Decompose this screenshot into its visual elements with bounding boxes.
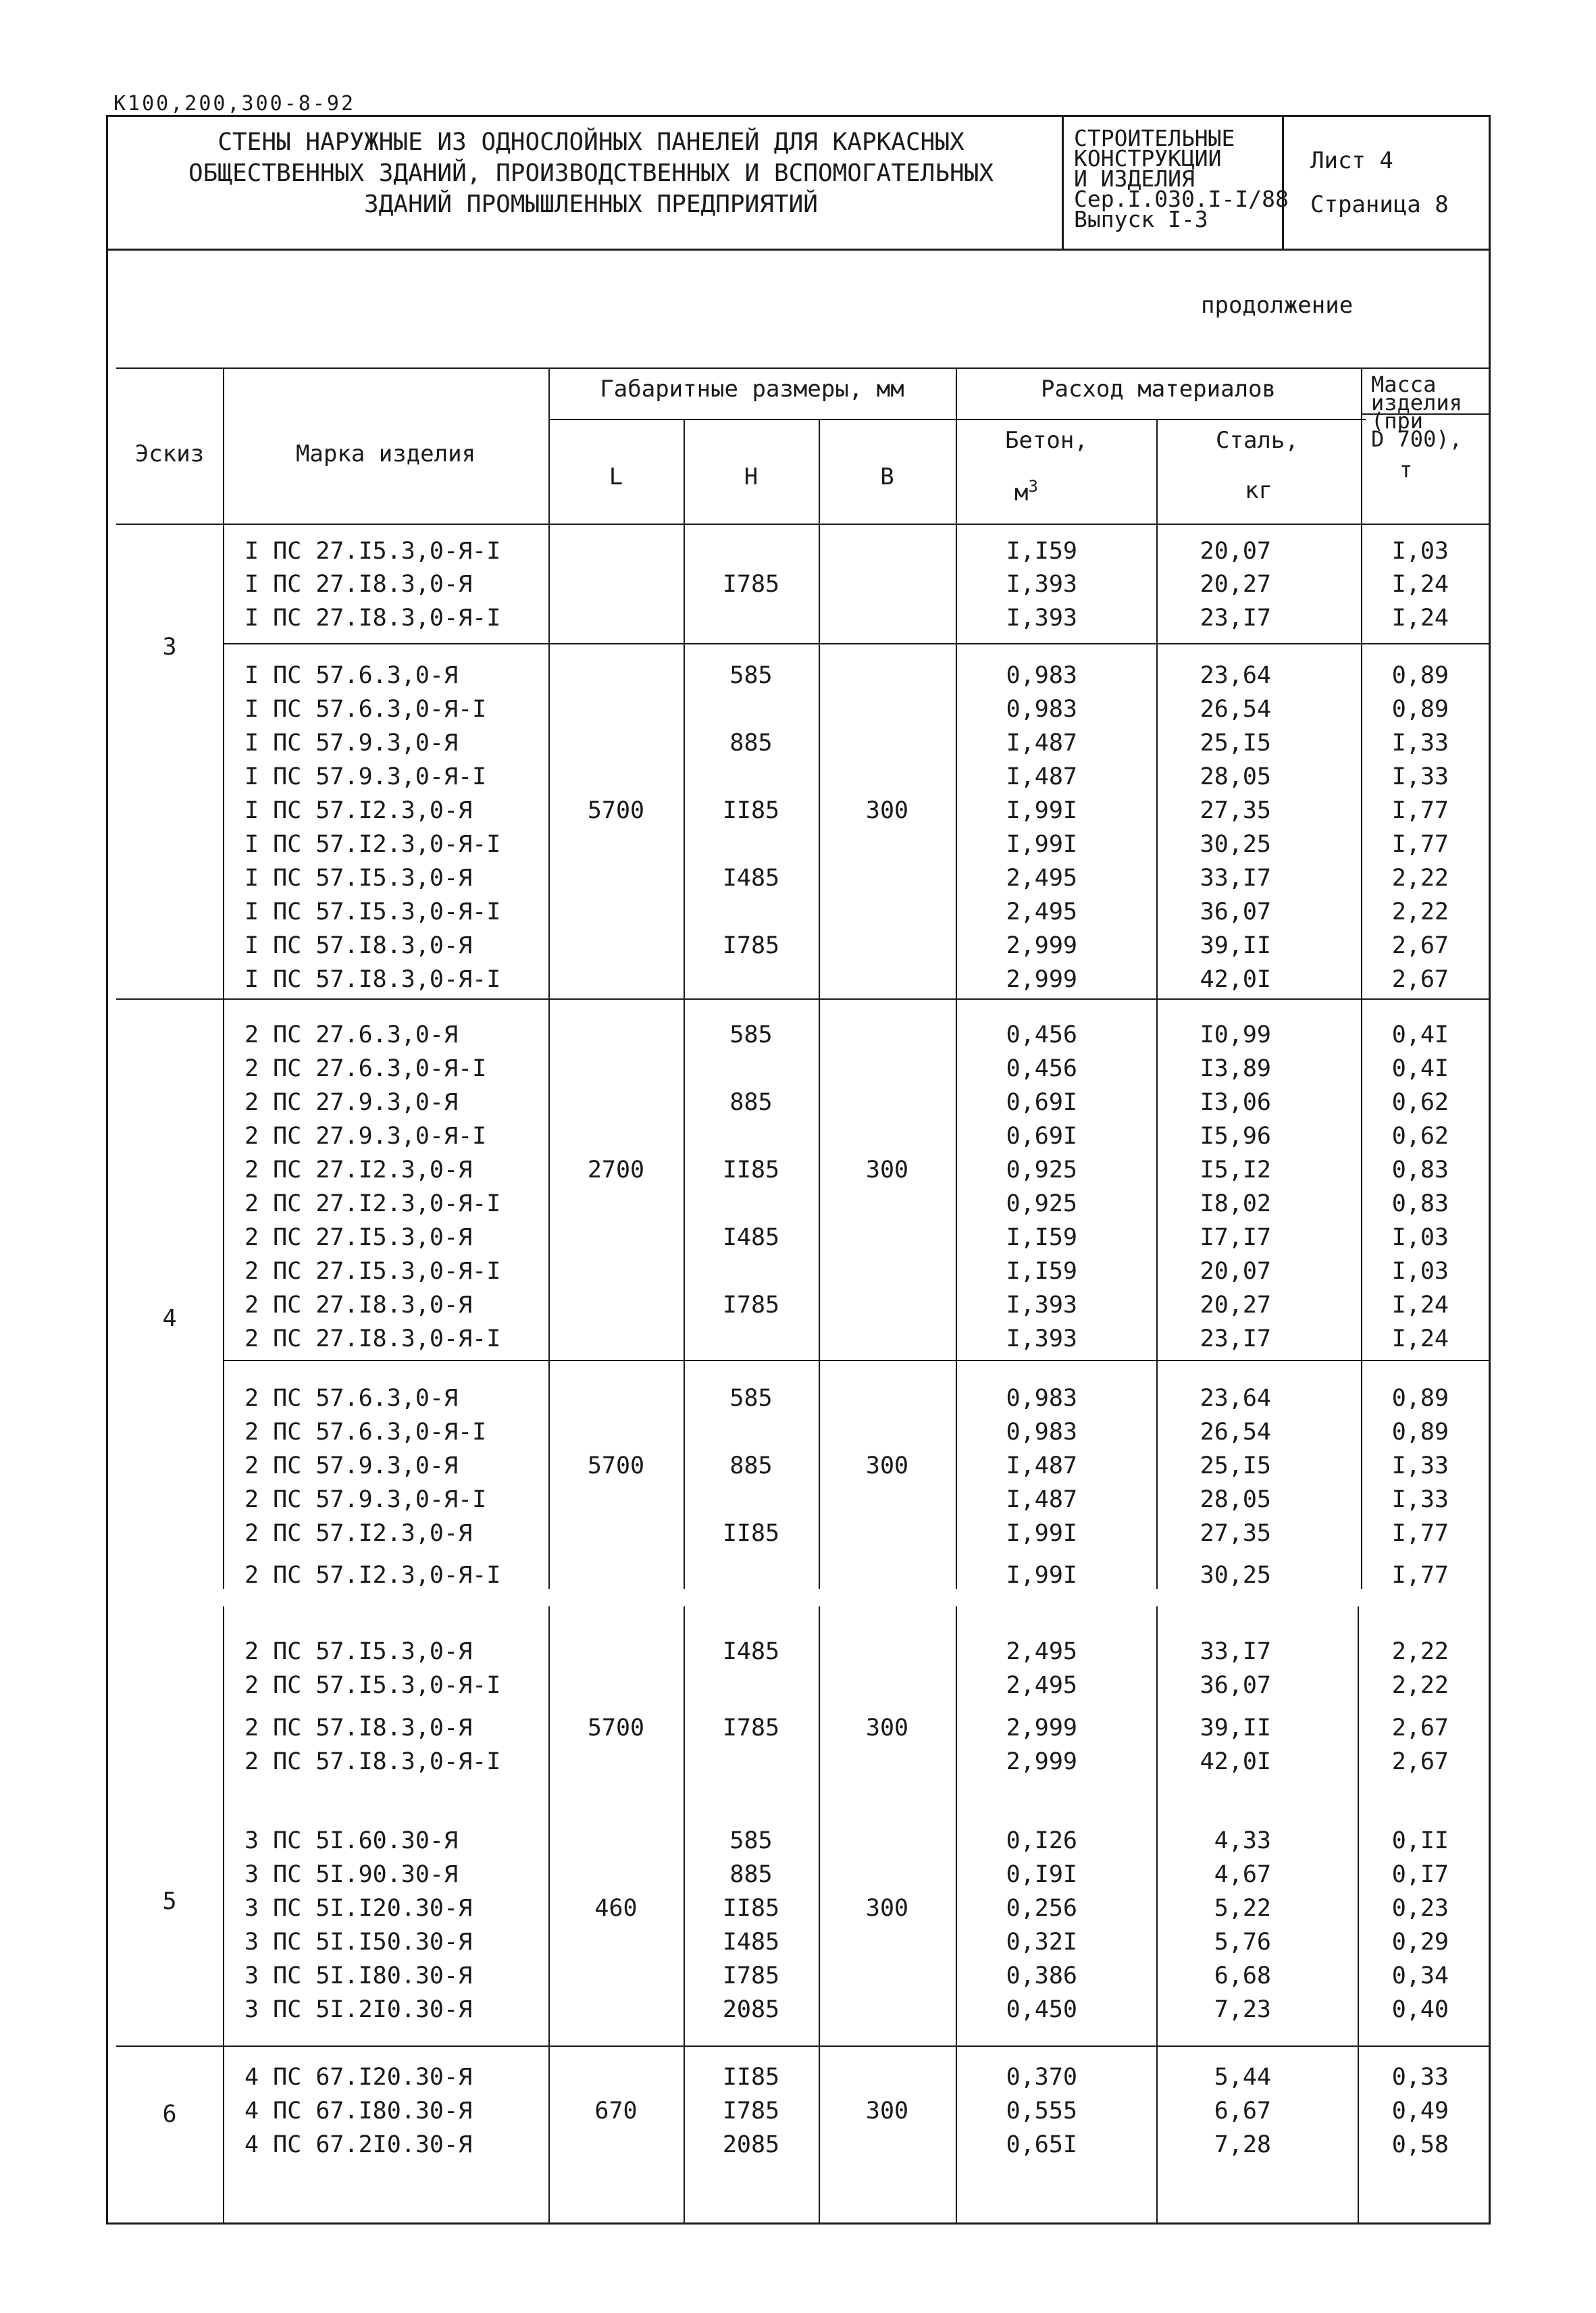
cell-mass: 2,22 xyxy=(1391,898,1449,925)
cell-mark: 4 ПС 67.I20.30-Я xyxy=(244,2064,473,2091)
cell-mark: 2 ПС 57.I5.3,0-Я-I xyxy=(244,1672,501,1699)
cell-mass: I,77 xyxy=(1391,1520,1449,1547)
title-block-bottom-line xyxy=(106,249,1491,251)
cell-concrete: 2,495 xyxy=(1006,865,1077,892)
cell-steel: 42,0I xyxy=(1200,966,1271,993)
cell-mark: 2 ПС 57.I2.3,0-Я-I xyxy=(244,1562,501,1589)
cell-concrete: 0,456 xyxy=(1006,1021,1077,1048)
sketch-number: 3 xyxy=(162,634,177,661)
cell-mass: I,03 xyxy=(1391,538,1449,565)
cell-mark: 2 ПС 27.6.3,0-Я-I xyxy=(244,1055,487,1082)
column-rule xyxy=(223,367,224,1589)
cell-mass: I,03 xyxy=(1391,1258,1449,1285)
cell-concrete: I,393 xyxy=(1006,1325,1077,1352)
column-rule xyxy=(819,419,820,1589)
cell-mass: 2,67 xyxy=(1391,966,1449,993)
stamp-line: Сер.I.030.I-I/88 xyxy=(1074,186,1289,212)
series-stamp xyxy=(1074,125,1289,232)
cell-mass: I,33 xyxy=(1391,763,1449,790)
cell-L: 2700 xyxy=(587,1156,645,1184)
cell-concrete: I,I59 xyxy=(1006,538,1077,565)
cell-H: I485 xyxy=(722,865,780,892)
cell-concrete: 0,69I xyxy=(1006,1089,1077,1116)
cell-mark: I ПС 57.I5.3,0-Я xyxy=(244,865,473,892)
cell-steel: 4,33 xyxy=(1214,1827,1271,1854)
cell-mark: 2 ПС 27.I5.3,0-Я xyxy=(244,1224,473,1251)
cell-mark: 2 ПС 27.9.3,0-Я-I xyxy=(244,1123,487,1150)
cell-steel: 25,I5 xyxy=(1200,730,1271,757)
cell-mass: 2,67 xyxy=(1391,932,1449,959)
cell-mass: I,77 xyxy=(1391,831,1449,858)
cell-mark: 2 ПС 57.I5.3,0-Я xyxy=(244,1638,473,1665)
cell-mass: 0,33 xyxy=(1391,2064,1449,2091)
cell-mass: 0,62 xyxy=(1391,1123,1449,1150)
cell-steel: 26,54 xyxy=(1200,1419,1271,1446)
cell-H: II85 xyxy=(722,2064,780,2091)
group-separator xyxy=(223,1360,1491,1361)
cell-steel: 33,I7 xyxy=(1200,1638,1271,1665)
column-rule xyxy=(548,367,550,1589)
cell-steel: 4,67 xyxy=(1214,1861,1271,1888)
cell-B: 300 xyxy=(865,1156,909,1184)
mass-line: изделия xyxy=(1371,390,1462,415)
cell-mass: 0,34 xyxy=(1391,1962,1449,1989)
cell-H: I785 xyxy=(722,571,780,598)
cell-mark: I ПС 57.I8.3,0-Я xyxy=(244,932,473,959)
cell-H: 885 xyxy=(729,730,773,757)
cell-H: 2085 xyxy=(722,1996,780,2023)
cell-mark: 2 ПС 57.6.3,0-Я xyxy=(244,1385,459,1412)
cell-concrete: I,393 xyxy=(1006,605,1077,632)
cell-concrete: I,99I xyxy=(1006,831,1077,858)
cell-mass: 2,67 xyxy=(1391,1714,1449,1742)
cell-mark: 2 ПС 27.I8.3,0-Я-I xyxy=(244,1325,501,1352)
cell-H: I785 xyxy=(722,1714,780,1742)
cell-B: 300 xyxy=(865,1714,909,1742)
cell-steel: 36,07 xyxy=(1200,898,1271,925)
cell-concrete: 2,999 xyxy=(1006,1714,1077,1742)
cell-concrete: 0,256 xyxy=(1006,1895,1077,1922)
cell-concrete: 0,370 xyxy=(1006,2064,1077,2091)
cell-concrete: 0,983 xyxy=(1006,1419,1077,1446)
cell-steel: 20,07 xyxy=(1200,1258,1271,1285)
cell-mark: 2 ПС 57.I8.3,0-Я-I xyxy=(244,1748,501,1775)
cell-mass: 0,89 xyxy=(1391,1419,1449,1446)
group-separator xyxy=(116,2045,1491,2047)
cell-mass: I,24 xyxy=(1391,571,1449,598)
cell-mass: I,03 xyxy=(1391,1224,1449,1251)
cell-steel: 20,27 xyxy=(1200,571,1271,598)
stamp-line: И ИЗДЕЛИЯ xyxy=(1074,166,1195,192)
cell-steel: 27,35 xyxy=(1200,1520,1271,1547)
cell-steel: 6,68 xyxy=(1214,1962,1271,1989)
cell-mark: 2 ПС 27.I2.3,0-Я-I xyxy=(244,1190,501,1217)
cell-concrete: I,I59 xyxy=(1006,1224,1077,1251)
title-line: СТЕНЫ НАРУЖНЫЕ ИЗ ОДНОСЛОЙНЫХ ПАНЕЛЕЙ ДЛЯ КАРКАСНЫХ xyxy=(217,128,964,156)
cell-concrete: I,I59 xyxy=(1006,1258,1077,1285)
cell-steel: 27,35 xyxy=(1200,797,1271,824)
cell-H: I785 xyxy=(722,1292,780,1319)
header-width: B xyxy=(880,463,894,490)
document-code: К100,200,300-8-92 xyxy=(113,92,356,116)
cell-steel: I5,I2 xyxy=(1200,1156,1271,1184)
cell-mark: 3 ПС 5I.90.30-Я xyxy=(244,1861,459,1888)
title-line: ЗДАНИЙ ПРОМЫШЛЕННЫХ ПРЕДПРИЯТИЙ xyxy=(364,190,818,218)
header-mark: Марка изделия xyxy=(295,440,476,467)
cell-mark: 4 ПС 67.2I0.30-Я xyxy=(244,2131,473,2158)
cell-concrete: 0,450 xyxy=(1006,1996,1077,2023)
cell-H: 585 xyxy=(729,662,773,689)
document-title xyxy=(128,127,1054,220)
cell-steel: I8,02 xyxy=(1200,1190,1271,1217)
mass-line: Масса xyxy=(1371,372,1437,397)
cell-H: II85 xyxy=(722,1895,780,1922)
cell-mark: I ПС 57.I5.3,0-Я-I xyxy=(244,898,501,925)
cell-mark: 3 ПС 5I.I20.30-Я xyxy=(244,1895,473,1922)
sketch-number: 4 xyxy=(162,1305,177,1332)
cell-H: II85 xyxy=(722,1520,780,1547)
cell-mark: 2 ПС 27.I8.3,0-Я xyxy=(244,1292,473,1319)
cell-B: 300 xyxy=(865,1452,909,1479)
cell-mass: 0,40 xyxy=(1391,1996,1449,2023)
cell-mass: 0,29 xyxy=(1391,1929,1449,1956)
cell-concrete: 0,32I xyxy=(1006,1929,1077,1956)
cell-mark: 2 ПС 57.9.3,0-Я xyxy=(244,1452,459,1479)
cell-steel: 33,I7 xyxy=(1200,865,1271,892)
cell-steel: 42,0I xyxy=(1200,1748,1271,1775)
cell-steel: 23,I7 xyxy=(1200,605,1271,632)
cell-concrete: 0,I26 xyxy=(1006,1827,1077,1854)
header-materials: Расход материалов xyxy=(1041,376,1276,403)
stamp-line: КОНСТРУКЦИИ xyxy=(1074,145,1222,172)
cell-H: I485 xyxy=(722,1224,780,1251)
cell-mark: 3 ПС 5I.I80.30-Я xyxy=(244,1962,473,1989)
mass-line: т xyxy=(1399,457,1413,482)
sketch-number: 5 xyxy=(162,1888,177,1915)
cell-mark: I ПС 57.9.3,0-Я xyxy=(244,730,459,757)
cell-mark: 3 ПС 5I.60.30-Я xyxy=(244,1827,459,1854)
cell-H: I785 xyxy=(722,932,780,959)
header-concrete-unit: $м^3$ xyxy=(1014,477,1038,507)
cell-mark: I ПС 57.I2.3,0-Я xyxy=(244,797,473,824)
header-height: H xyxy=(744,463,758,490)
cell-steel: 20,27 xyxy=(1200,1292,1271,1319)
cell-steel: 28,05 xyxy=(1200,1486,1271,1513)
cell-steel: 30,25 xyxy=(1200,1562,1271,1589)
column-rule xyxy=(1358,1606,1359,2225)
cell-concrete: 0,456 xyxy=(1006,1055,1077,1082)
cell-H: 585 xyxy=(729,1385,773,1412)
cell-mark: 2 ПС 27.I5.3,0-Я-I xyxy=(244,1258,501,1285)
cell-concrete: I,99I xyxy=(1006,797,1077,824)
cell-mark: 2 ПС 57.6.3,0-Я-I xyxy=(244,1419,487,1446)
cell-mark: 2 ПС 27.I2.3,0-Я xyxy=(244,1156,473,1184)
column-rule xyxy=(223,1606,224,2225)
cell-concrete: 0,983 xyxy=(1006,696,1077,723)
cell-L: 5700 xyxy=(587,1452,645,1479)
cell-steel: I7,I7 xyxy=(1200,1224,1271,1251)
cell-mark: 2 ПС 57.I8.3,0-Я xyxy=(244,1714,473,1742)
continuation-label: продолжение xyxy=(1201,292,1354,319)
cell-mass: 0,83 xyxy=(1391,1156,1449,1184)
cell-steel: 23,I7 xyxy=(1200,1325,1271,1352)
cell-concrete: 2,999 xyxy=(1006,932,1077,959)
cell-mark: 3 ПС 5I.I50.30-Я xyxy=(244,1929,473,1956)
cell-steel: 20,07 xyxy=(1200,538,1271,565)
stamp-line: Выпуск I-3 xyxy=(1074,206,1208,232)
cell-mass: I,24 xyxy=(1391,1325,1449,1352)
cell-concrete: 0,983 xyxy=(1006,662,1077,689)
cell-mass: 0,I7 xyxy=(1391,1861,1449,1888)
mass-line: D 700), xyxy=(1371,426,1462,452)
cell-mark: I ПС 27.I5.3,0-Я-I xyxy=(244,538,501,565)
cell-mark: 3 ПС 5I.2I0.30-Я xyxy=(244,1996,473,2023)
cell-concrete: 0,I9I xyxy=(1006,1861,1077,1888)
cell-mass: 0,II xyxy=(1391,1827,1449,1854)
table-top-line xyxy=(116,367,1491,369)
cell-H: 885 xyxy=(729,1089,773,1116)
cell-L: 5700 xyxy=(587,1714,645,1742)
header-bottom-line xyxy=(116,524,1491,525)
cell-steel: 7,28 xyxy=(1214,2131,1271,2158)
cell-steel: 26,54 xyxy=(1200,696,1271,723)
cell-steel: 7,23 xyxy=(1214,1996,1271,2023)
cell-H: 585 xyxy=(729,1021,773,1048)
group-separator xyxy=(116,998,1491,1000)
cell-concrete: 0,925 xyxy=(1006,1190,1077,1217)
cell-concrete: 2,999 xyxy=(1006,1748,1077,1775)
cell-H: I785 xyxy=(722,2098,780,2125)
cell-H: I785 xyxy=(722,1962,780,1989)
cell-mark: I ПС 57.I2.3,0-Я-I xyxy=(244,831,501,858)
cell-B: 300 xyxy=(865,797,909,824)
cell-steel: 36,07 xyxy=(1200,1672,1271,1699)
cell-mark: 4 ПС 67.I80.30-Я xyxy=(244,2098,473,2125)
cell-mass: I,77 xyxy=(1391,797,1449,824)
cell-concrete: I,393 xyxy=(1006,571,1077,598)
header-sub-line xyxy=(548,419,1366,420)
group-separator xyxy=(223,643,1491,644)
cell-L: 5700 xyxy=(587,797,645,824)
cell-steel: 39,II xyxy=(1200,932,1271,959)
cell-steel: 28,05 xyxy=(1200,763,1271,790)
cell-mass: 0,49 xyxy=(1391,2098,1449,2125)
title-block-divider xyxy=(1062,115,1064,249)
cell-concrete: I,487 xyxy=(1006,1452,1077,1479)
cell-mark: 2 ПС 27.9.3,0-Я xyxy=(244,1089,459,1116)
cell-mass: 0,62 xyxy=(1391,1089,1449,1116)
cell-steel: 6,67 xyxy=(1214,2098,1271,2125)
page-number: Страница 8 xyxy=(1310,191,1449,218)
cell-mass: I,33 xyxy=(1391,1486,1449,1513)
cell-mass: 0,58 xyxy=(1391,2131,1449,2158)
cell-L: 460 xyxy=(594,1895,638,1922)
cell-mark: I ПС 57.6.3,0-Я xyxy=(244,662,459,689)
cell-mark: I ПС 57.9.3,0-Я-I xyxy=(244,763,487,790)
cell-mass: 0,89 xyxy=(1391,696,1449,723)
cell-steel: I5,96 xyxy=(1200,1123,1271,1150)
cell-mass: 0,23 xyxy=(1391,1895,1449,1922)
cell-steel: 30,25 xyxy=(1200,831,1271,858)
cell-steel: 39,II xyxy=(1200,1714,1271,1742)
header-sketch: Эскиз xyxy=(134,440,205,467)
cell-H: 885 xyxy=(729,1452,773,1479)
header-steel-unit: кг xyxy=(1245,477,1272,504)
sketch-number: 6 xyxy=(162,2101,177,2128)
cell-concrete: 0,555 xyxy=(1006,2098,1077,2125)
header-concrete: Бетон, xyxy=(1005,427,1088,454)
cell-steel: I0,99 xyxy=(1200,1021,1271,1048)
cell-L: 670 xyxy=(594,2098,638,2125)
concrete-unit-text: м xyxy=(1014,479,1029,507)
cell-H: 2085 xyxy=(722,2131,780,2158)
cell-mass: 0,4I xyxy=(1391,1055,1449,1082)
header-steel: Сталь, xyxy=(1216,427,1299,454)
cell-mass: 2,67 xyxy=(1391,1748,1449,1775)
cell-mass: 0,83 xyxy=(1391,1190,1449,1217)
header-dimensions: Габаритные размеры, мм xyxy=(600,376,904,403)
cell-concrete: 0,386 xyxy=(1006,1962,1077,1989)
cell-mass: I,24 xyxy=(1391,605,1449,632)
cell-H: II85 xyxy=(722,1156,780,1184)
cell-steel: I3,06 xyxy=(1200,1089,1271,1116)
cell-steel: 25,I5 xyxy=(1200,1452,1271,1479)
cell-concrete: I,487 xyxy=(1006,763,1077,790)
cell-B: 300 xyxy=(865,1895,909,1922)
cell-steel: 5,22 xyxy=(1214,1895,1271,1922)
cell-mark: I ПС 57.6.3,0-Я-I xyxy=(244,696,487,723)
cell-B: 300 xyxy=(865,2098,909,2125)
sheet-number: Лист 4 xyxy=(1310,147,1393,174)
cell-concrete: 2,495 xyxy=(1006,898,1077,925)
cell-concrete: 0,65I xyxy=(1006,2131,1077,2158)
cell-mass: 2,22 xyxy=(1391,1672,1449,1699)
cell-concrete: 2,999 xyxy=(1006,966,1077,993)
cell-steel: 5,44 xyxy=(1214,2064,1271,2091)
cell-H: I485 xyxy=(722,1929,780,1956)
cell-concrete: I,393 xyxy=(1006,1292,1077,1319)
cell-concrete: 2,495 xyxy=(1006,1672,1077,1699)
cell-mass: 0,89 xyxy=(1391,662,1449,689)
stamp-line: СТРОИТЕЛЬНЫЕ xyxy=(1074,125,1235,151)
cell-mark: 2 ПС 57.9.3,0-Я-I xyxy=(244,1486,487,1513)
cell-H: 885 xyxy=(729,1861,773,1888)
cell-mass: 2,22 xyxy=(1391,1638,1449,1665)
cell-mass: 0,4I xyxy=(1391,1021,1449,1048)
cell-concrete: 2,495 xyxy=(1006,1638,1077,1665)
cell-steel: 23,64 xyxy=(1200,1385,1271,1412)
cell-mass: 2,22 xyxy=(1391,865,1449,892)
cell-concrete: I,487 xyxy=(1006,730,1077,757)
cell-mass: I,77 xyxy=(1391,1562,1449,1589)
cell-H: I485 xyxy=(722,1638,780,1665)
cell-steel: 5,76 xyxy=(1214,1929,1271,1956)
cell-mass: I,24 xyxy=(1391,1292,1449,1319)
cell-concrete: 0,69I xyxy=(1006,1123,1077,1150)
cell-mark: I ПС 27.I8.3,0-Я-I xyxy=(244,605,501,632)
cell-mark: 2 ПС 27.6.3,0-Я xyxy=(244,1021,459,1048)
cell-mass: 0,89 xyxy=(1391,1385,1449,1412)
cell-concrete: I,99I xyxy=(1006,1520,1077,1547)
cell-steel: I3,89 xyxy=(1200,1055,1271,1082)
title-line: ОБЩЕСТВЕННЫХ ЗДАНИЙ, ПРОИЗВОДСТВЕННЫХ И ВСПОМОГАТЕЛЬНЫХ xyxy=(188,159,994,187)
cell-concrete: 0,983 xyxy=(1006,1385,1077,1412)
cell-concrete: 0,925 xyxy=(1006,1156,1077,1184)
cell-concrete: I,99I xyxy=(1006,1562,1077,1589)
header-mass xyxy=(1371,372,1462,482)
cell-mark: 2 ПС 57.I2.3,0-Я xyxy=(244,1520,473,1547)
cell-mass: I,33 xyxy=(1391,1452,1449,1479)
header-length: L xyxy=(609,463,623,490)
cell-H: II85 xyxy=(722,797,780,824)
cell-steel: 23,64 xyxy=(1200,662,1271,689)
cell-concrete: I,487 xyxy=(1006,1486,1077,1513)
mass-line: (при xyxy=(1371,408,1424,434)
cell-mark: I ПС 27.I8.3,0-Я xyxy=(244,571,473,598)
cell-H: 585 xyxy=(729,1827,773,1854)
cell-mark: I ПС 57.I8.3,0-Я-I xyxy=(244,966,501,993)
cell-mass: I,33 xyxy=(1391,730,1449,757)
